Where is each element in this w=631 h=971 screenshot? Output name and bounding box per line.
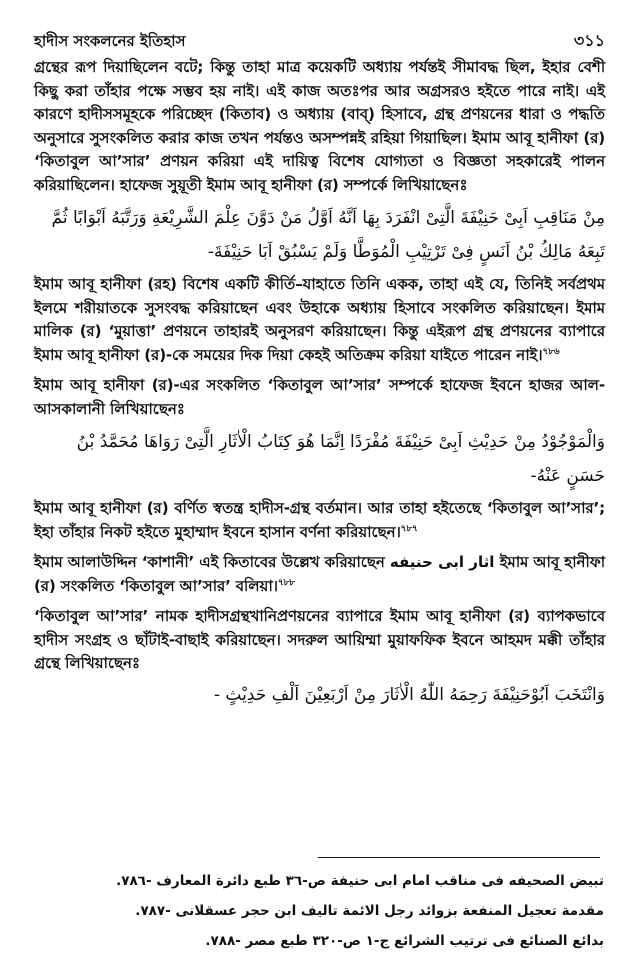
paragraph-5 [34,551,605,598]
paragraph-5-arabic: اثار ابى حنيفه [389,553,495,571]
paragraph-2-text: ইমাম আবূ হানীফা (রহ) বিশেষ একটি কীর্তি–যাহাতে তিনি একক, তাহা এই যে, তিনিই সর্বপ্রথম ইলমে শরীয়াতকে সুসংবদ্ধ করিয়াছেন এবং উহাকে অধ্যায় হিসাবে সংকলিত করিয়াছেন। ইমাম মালিক (র) ‘মুয়াত্তা’ প্রণয়নে তাহারই অনুসরণ করিয়াছেন। কিন্তু এইরূপ গ্রন্থ প্রণয়নের ব্যাপারে ইমাম আবূ হানীফা (র)-কে সময়ের দিক দিয়া কেহই অতিক্রম করিয়া যাইতে পারেন নাই। [34,275,605,364]
footnote-786: تبيض الصحيفه فى مناقب امام ابى حنيفة ص-٣٦ طبع دائرة المعارف -٧٨٦. [116,873,604,889]
arabic-quote-suyuti: مِنْ مَنَاقِبِ اَبِىْ حَنِيْفَةَ الَّتِىْ انْفَرَدَ بِهَا اَنَّهُ اَوَّلُ مَنْ دَوَّنَ عِلْمَ الشَّرِيْعَةِ وَرَتَّبَهُ اَبْوَابًا ثُمَّ تَبِعَهُ مَالِكُ بْنُ اَنَسٍ فِىْ تَرْتِيْبِ الْمُوَطَّا وَلَمْ يَسْبُقْ اَبَا حَنِيْفَةَ- [51,208,605,262]
chapter-title: হাদীস সংকলনের ইতিহাস [34,32,186,50]
footnote-787: مقدمة تعجيل المنفعة بزوائد رجل الائمة تاليف ابن حجر عسقلانى -٧٨٧. [135,903,604,919]
paragraph-4 [34,497,605,544]
arabic-quote-makki: وَانْتَخَبَ اَبُوْحَنِيْفَةَ رَحِمَهُ اللّٰهُ الْاٰثَارَ مِنْ اَرْبَعِيْنَ اَلْفِ حَدِيْثٍ - [213,684,605,705]
paragraph-5-text-a: ইমাম আলাউদ্দিন ‘কাশানী’ এই কিতাবের উল্লেখ করিয়াছেন [34,553,385,571]
running-header [34,28,605,56]
footnote-788: بدائع الصنائع فى ترتيب الشرائع ج-١ ص-٣٢٠ طبع مصر -٧٨٨. [205,933,604,949]
paragraph-6: ‘কিতাবুল আ’সার’ নামক হাদীসগ্রন্থখানিপ্রণয়নের ব্যাপারে ইমাম আবূ হানীফা (র) ব্যাপকভাবে হাদীস সংগ্রহ ও ছাঁটাই-বাছাই করিয়াছেন। সদরুল আয়িম্মা মুয়াফফিক ইবনে আহমদ মক্কী তাঁহার গ্রন্থে লিখিয়াছেনঃ [34,607,605,672]
footnote-ref-788: ৭৮৮ [277,577,295,588]
paragraph-1: গ্রন্থের রূপ দিয়াছিলেন বটে; কিন্তু তাহা মাত্র কয়েকটি অধ্যায় পর্যন্তই সীমাবদ্ধ ছিল, ইহার বেশী কিছু করা তাঁহার পক্ষে সম্ভব হয় নাই। এই কাজ অতঃপর আর অগ্রসরও হইতে পারে নাই। এই কারণে হাদীসসমূহকে পরিচ্ছেদ (কিতাব) ও অধ্যায় (বাব্) হিসাবে, গ্রন্থ প্রণয়নের ধারা ও পদ্ধতি অনুসারে সুসংকলিত করার কাজ তখন পর্যন্তও অসম্পন্নই রহিয়া গিয়াছিল। ইমাম আবূ হানীফা (র) ‘কিতাবুল আ’সার’ প্রণয়ন করিয়া এই দায়িত্ব বিশেষ যোগ্যতা ও বিজ্ঞতা সহকারেই পালন করিয়াছিলেন। হাফেজ সুয়ূতী ইমাম আবূ হানীফা (র) সম্পর্কে লিখিয়াছেনঃ [34,58,605,194]
footnotes [34,866,604,956]
paragraph-4-text: ইমাম আবূ হানীফা (র) বর্ণিত স্বতন্ত্র হাদীস-গ্রন্থ বর্তমান। আর তাহা হইতেছে ‘কিতাবুল আ’সার’; ইহা তাঁহার নিকট হইতে মুহাম্মাদ ইবনে হাসান বর্ণনা করিয়াছেন। [34,499,605,541]
arabic-quote-ibn-hajar: وَالْمَوْجُوْدُ مِنْ حَدِيْثِ اَبِىْ حَنِيْفَةَ مُفْرَدًا اِنَّمَا هُوَ كِتَابُ الْاٰثَارِ الَّتِىْ رَوَاهَا مُحَمَّدُ بْنُ حَسَنٍ عَنْهُ- [76,432,605,486]
paragraph-3: ইমাম আবূ হানীফা (র)-এর সংকলিত ‘কিতাবুল আ’সার’ সম্পর্কে হাফেজ ইবনে হাজর আল-আসকালানী লিখিয়াছেনঃ [34,376,605,418]
paragraph-2 [34,273,605,367]
footnote-ref-786: ৭৮৬ [542,346,560,357]
paragraph-5-text-b: ইমাম আবূ হানীফা (র) সংকলিত ‘কিতাবুল আ’সার’ বলিয়া। [34,553,606,595]
page-number: ৩১১ [573,31,605,50]
footnote-ref-787: ৭৮৭ [400,523,418,534]
footnote-divider [318,857,600,858]
